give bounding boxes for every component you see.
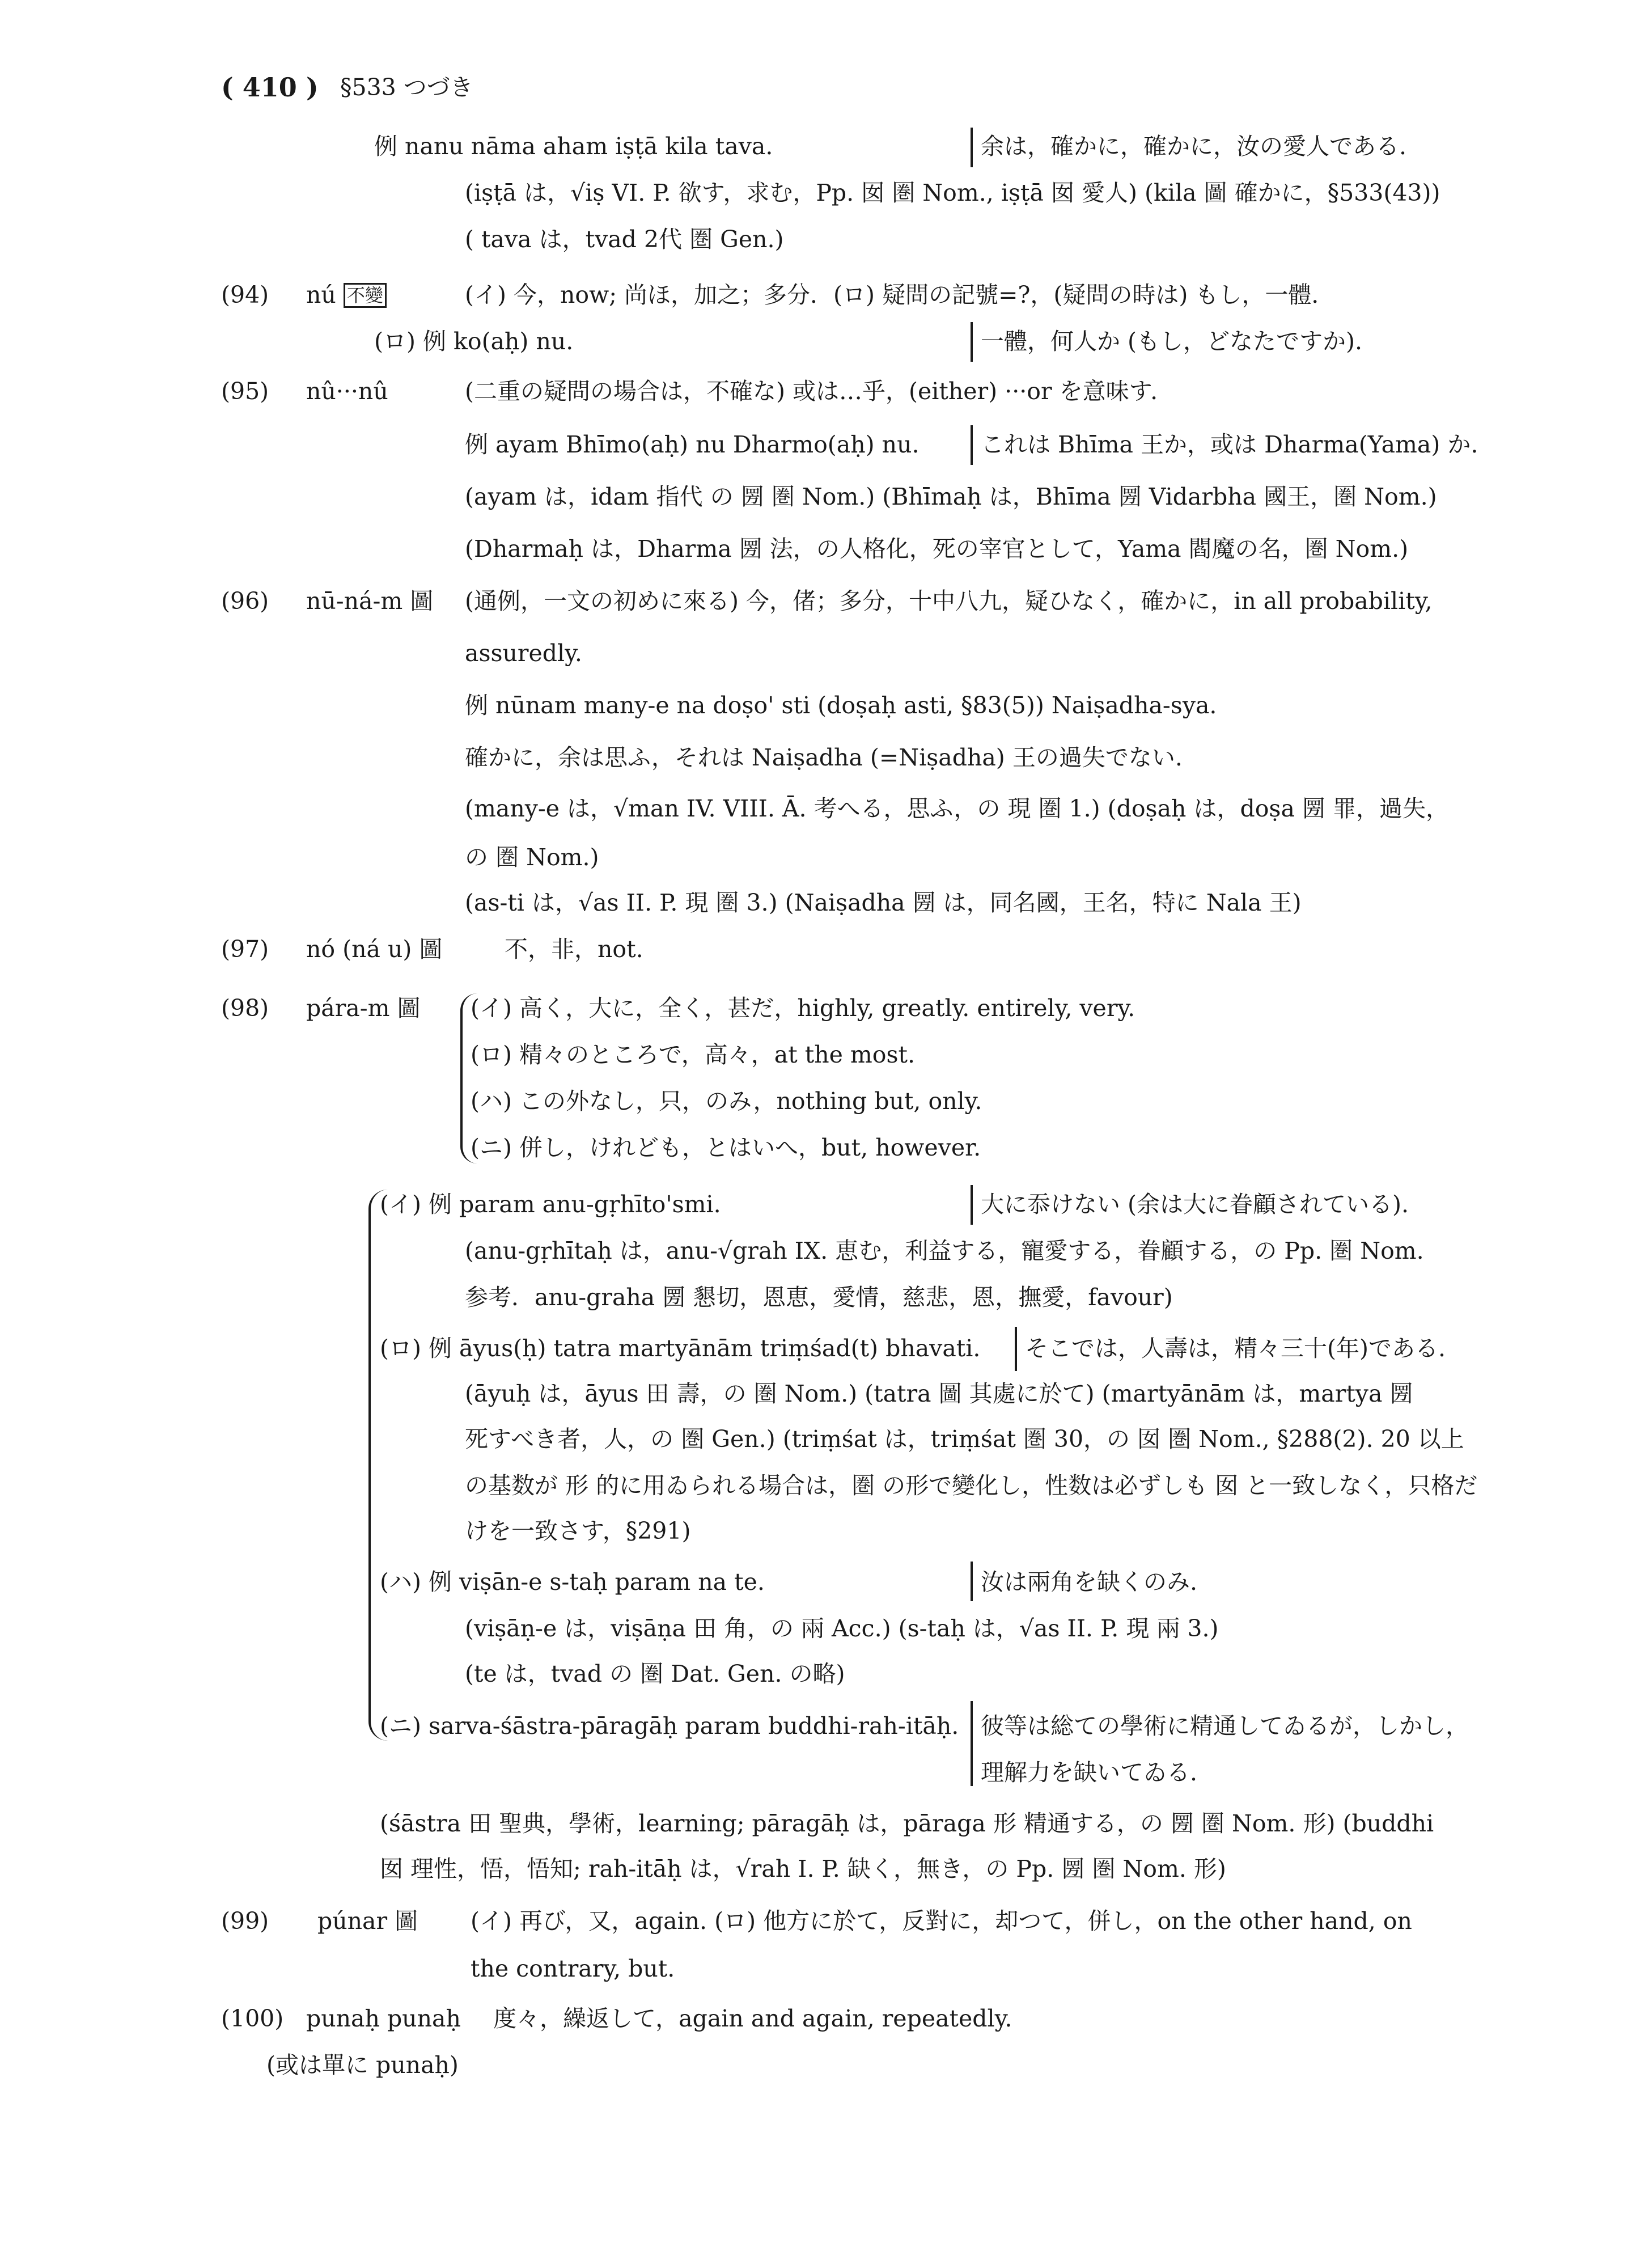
note-line: (as-ti は，√as II. P. 現 圏 3.) (Naiṣadha 圐 は，同名國，王名，特に Nala 王) <box>465 889 1302 916</box>
definition: (二重の疑問の場合は，不確な) 或は…乎，(either) ···or を意味す． <box>465 378 1174 405</box>
translation: 大に忝けない (余は大に眷顧されている). <box>981 1191 1409 1218</box>
divider <box>1015 1327 1017 1371</box>
note-line: の 圏 Nom.) <box>465 844 599 871</box>
divider <box>971 1185 973 1225</box>
sense-item: (イ) 高く，大に，全く，甚だ，highly, greatly. entirely, very. <box>471 995 1135 1022</box>
translation: 彼等は総ての學術に精通してゐるが，しかし， <box>981 1712 1469 1740</box>
definition-cont: assuredly. <box>465 640 582 667</box>
entry-number: (94) <box>221 281 269 308</box>
note-line: けを一致さす，§291) <box>465 1517 691 1545</box>
pos-tag: 不變 <box>344 283 387 308</box>
divider <box>971 322 973 362</box>
note-line: (anu-gṛhītaḥ は，anu-√grah IX. 恵む，利益する，寵愛する，眷顧する，の Pp. 圏 Nom. <box>465 1237 1424 1264</box>
divider <box>971 128 973 167</box>
sense-item: (ニ) 併し，けれども，とはいへ，but, however. <box>471 1134 981 1161</box>
entry-note: (或は單に punaḥ) <box>266 2051 459 2079</box>
example-line: (ロ) 例 ko(aḥ) nu. <box>374 328 574 355</box>
note-line: (iṣṭā は，√iṣ VI. P. 欲す，求む，Pp. 囡 圏 Nom., iṣṭā 囡 愛人) (kila 圖 確かに，§533(43)) <box>465 179 1440 206</box>
definition: 不，非，not. <box>505 936 643 963</box>
note-line: (many-e は，√man IV. VIII. Ā. 考へる，思ふ，の 現 圏 1.) (doṣaḥ は，doṣa 圐 罪，過失， <box>465 795 1449 822</box>
translation: 一體，何人か (もし，どなたですか). <box>981 328 1363 355</box>
note-line: 参考．anu-graha 圐 懇切，恩恵，愛情，慈悲，恩，撫愛，favour) <box>465 1284 1173 1311</box>
entry-number: (98) <box>221 995 269 1022</box>
entry-head: nû···nû <box>306 378 388 405</box>
entry-head: nó (ná u) 圖 <box>306 936 443 963</box>
entry-head <box>306 280 387 310</box>
note-line: (Dharmaḥ は，Dharma 圐 法，の人格化，死の宰官として，Yama 閻魔の名，圏 Nom.) <box>465 535 1409 562</box>
entry-number: (97) <box>221 936 269 963</box>
example-line: (イ) 例 param anu-gṛhīto'smi. <box>380 1191 721 1218</box>
note-line: (āyuḥ は，āyus 田 壽，の 圏 Nom.) (tatra 圖 其處に於て) (martyānām は，martya 圐 <box>465 1380 1413 1407</box>
definition: (イ) 今，now; 尚ほ，加之；多分．(ロ) 疑問の記號=?，(疑問の時は) もし，一體． <box>465 281 1335 308</box>
entry-head: pára-m 圖 <box>306 995 421 1022</box>
entry-number: (96) <box>221 587 269 615</box>
note-line: の基数が 形 的に用ゐられる場合は，圏 の形で變化し，性数は必ずしも 囡 と一致しなく，只格だ <box>465 1472 1478 1499</box>
entry-number: (99) <box>221 1907 269 1935</box>
example-brace <box>368 1190 388 1741</box>
translation: 余は，確かに，確かに，汝の愛人である. <box>981 133 1407 160</box>
note-line: (viṣāṇ-e は，viṣāṇa 田 角，の 兩 Acc.) (s-taḥ は，√as II. P. 現 兩 3.) <box>465 1615 1219 1642</box>
divider <box>971 1562 973 1601</box>
entry-head: punaḥ punaḥ <box>306 2005 461 2032</box>
translation-cont: 理解力を缺いてゐる. <box>981 1759 1198 1786</box>
note-line: (ayam は，idam 指代 の 圐 圏 Nom.) (Bhīmaḥ は，Bhīma 圐 Vidarbha 國王，圏 Nom.) <box>465 483 1437 510</box>
entry-number: (95) <box>221 378 269 405</box>
sense-item: (ハ) この外なし，只，のみ，nothing but, only. <box>471 1088 982 1115</box>
translation: 汝は兩角を缺くのみ. <box>981 1568 1198 1596</box>
definition: (イ) 再び，又，again. (ロ) 他方に於て，反對に，却つて，併し，on the other hand, on <box>471 1907 1412 1935</box>
definition-cont: the contrary, but. <box>471 1955 675 1982</box>
translation: そこでは，人壽は，精々三十(年)である. <box>1025 1335 1446 1362</box>
example-line: (ロ) 例 āyus(ḥ) tatra martyānām triṃśad(t) bhavati. <box>380 1335 981 1362</box>
definition: 度々，繰返して，again and again, repeatedly. <box>493 2005 1012 2032</box>
note-line: (śāstra 田 聖典，學術，learning; pāragāḥ は，pāraga 形 精通する，の 圐 圏 Nom. 形) (buddhi <box>380 1810 1434 1837</box>
note-line: (te は，tvad の 圏 Dat. Gen. の略) <box>465 1660 845 1687</box>
entry-head: nū-ná-m 圖 <box>306 587 434 615</box>
page-number: ( 410 ) <box>221 72 319 103</box>
note-line: 囡 理性，悟，悟知; rah-itāḥ は，√rah I. P. 缺く，無き，の Pp. 圐 圏 Nom. 形) <box>380 1855 1226 1882</box>
translation: これは Bhīma 王か，或は Dharma(Yama) か. <box>981 431 1478 458</box>
example-line: (ハ) 例 viṣān-e s-taḥ param na te. <box>380 1568 765 1596</box>
example-line: 例 ayam Bhīmo(aḥ) nu Dharmo(aḥ) nu. <box>465 431 920 458</box>
note-line: ( tava は，tvad 2代 圏 Gen.) <box>465 226 784 253</box>
section-ref: §533 つづき <box>340 74 473 101</box>
note-line: 死すべき者，人，の 圏 Gen.) (triṃśat は，triṃśat 圏 30，の 囡 圏 Nom., §288(2). 20 以上 <box>465 1425 1464 1453</box>
divider <box>971 425 973 465</box>
head-word: nú <box>306 281 336 308</box>
example-line: 例 nūnam many-e na doṣo' sti (doṣaḥ asti, §83(5)) Naiṣadha-sya. <box>465 692 1217 719</box>
entry-head: púnar 圖 <box>317 1907 418 1935</box>
definition: (通例，一文の初めに來る) 今，偖；多分，十中八九，疑ひなく，確かに，in all probability, <box>465 587 1433 615</box>
translation: 確かに，余は思ふ，それは Naiṣadha (=Niṣadha) 王の過失でない. <box>465 744 1183 771</box>
entry-number: (100) <box>221 2005 284 2032</box>
example-line: 例 nanu nāma aham iṣṭā kila tava. <box>374 133 773 160</box>
divider <box>971 1701 973 1786</box>
sense-item: (ロ) 精々のところで，高々，at the most. <box>471 1041 916 1068</box>
example-line: (ニ) sarva-śāstra-pāragāḥ param buddhi-rah-itāḥ. <box>380 1712 959 1740</box>
